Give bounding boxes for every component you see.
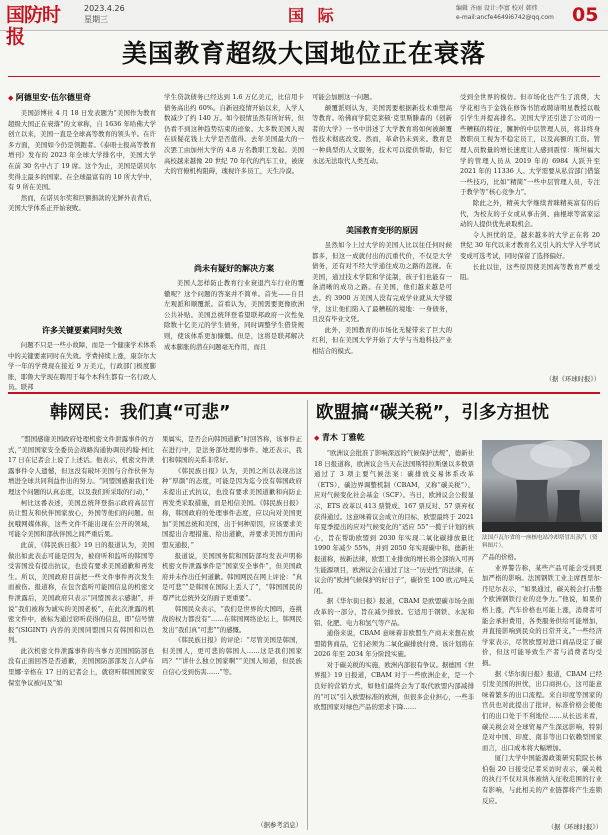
paragraph: 然而，在诺贝尔奖和巨额捐款的光鲜外表背后，美国大学体系正开始衰败。 [8, 193, 156, 213]
article1-col2b-body [164, 278, 304, 404]
article1-source: （据《环球时报》） [545, 375, 600, 383]
article2-col2 [162, 434, 302, 830]
article3-byline [314, 432, 474, 444]
paragraph: 通俗来说，CBAM 意味着非欧盟生产商未来想在欧盟销售商品，它们必须为二氧化碳排放付费。该计划将在 2026 年至 2034 年分阶段实施。 [314, 629, 474, 659]
paragraph: 虽然如今上过大学的美国人比以往任何时候都多，但这一成就付出的沉重代价，不仅是大学债务，还有对不经大学通往成功之路的忽视。在美国，通过技术学院和学徒制，孩子们也能有一条清晰的成功之路。在美国，他们越来越是可去。约 3900 万美国人没有完成学业就从大学辍学，这让他们陷入了最糟糕的境地：一身债务，且没有毕业文凭。 [312, 241, 452, 324]
cooling-tower-illustration [482, 440, 602, 532]
paragraph: 问题不只是一些小故障，而是一个健康学术体系中的关键要素同时在失效。学费持续上涨，康奈尔大学一年的学费现在接近 9 万美元，行政部门极度膨胀，耶鲁大学现在聘用于每个本科生都有一名行政人员。联邦 [8, 341, 156, 392]
diamond-icon: ◆ [314, 434, 322, 442]
article2-col1 [8, 434, 154, 832]
section-title: 国 际 [288, 6, 338, 25]
editor-info [456, 4, 572, 22]
paragraph: “盟国感谢美国政府处理机密文件泄露事件的方式，”美国国家安全委员会战略沟通协调员约翰·柯比 17 日在记者会上说了上述话。他表示，机密文件泄露事件令人遗憾，但这没有破坏美国与合作伙伴为增进全球共同利益作出的努力。“同盟国感谢我们处理这个问题的认真态度，以及我们所采取的行动，” [8, 435, 154, 496]
article3-source: （据《环球时报》） [547, 823, 602, 831]
paragraph: 美国彭博社 4 月 18 日发表题为“美国作为教育超级大国正在衰落”的文章称，自 1636 年哈佛大学创立以来，美国一直是全球高等教育的领头羊。在许多方面，美国如今仍是领跑者。《泰晤士报高等教育增刊》发布的 2023 年全球大学排名中，美国大学在前 30 名中占了 19 席。这个为止，美国是诺贝尔奖得主最多的国家。在全球最富有的 10 所大学中，有 9 所在美国。 [8, 109, 156, 192]
paragraph: 对于碳关税的实施，欧洲内部很有争议。据德国《世界报》19 日报道，CBAM 对于一些欧洲企业，是一个良好的营销方式，如他们最终会为了取代欧盟内部减排的“可以”引入欧盟标准的欧洲，但很多企业担心，一些非欧盟国家对绿色产品的需求下降…… [314, 660, 474, 712]
editor-credits: 编辑 齐丽 设计:李富 校对 韩炜 [456, 5, 538, 12]
paragraph: 据《华尔街日报》报道，CBAM 是欧盟碳市场全面改革的一部分，旨在减少排放。它适用于钢铁、水泥和铝、化肥、电力和氢气等产品。 [314, 597, 474, 627]
article2-col2-body [162, 434, 302, 820]
article1-headline: 美国教育超级大国地位正在衰落 [121, 39, 486, 68]
paragraph: 果属实，是否会向韩国道歉”时回答称，该事件正在进行中，是法务部处理的事件。她还表示，我们和韩国的关系非常好。 [162, 435, 302, 465]
article1-col3b-body [312, 240, 452, 402]
page-number: 05 [572, 4, 599, 26]
article1-col4-body [460, 92, 600, 374]
paragraph: 《韩民族日报》认为，美国之所以表现出这种“厚颜”的态度，可能是因为迄今没有韩国政府未提出正式抗议，也没有要求美国道歉和向防止再发类采取措施，而是相信美国。《韩民族日报》称，韩国政府的处理事件态度，应以向对美国更加“美国总统和美国，出于何种原因，应该要求美国提出合理措施、给出道歉，并要求美国方面向盟友通报，” [162, 466, 302, 549]
article3-col2 [482, 552, 602, 832]
article1-col3 [312, 92, 452, 402]
article1-col3-body [312, 92, 452, 222]
diamond-icon: ◆ [8, 94, 16, 102]
paragraph: 此外，美国教育的市场化无疑带来了巨大的红利，但在美国大学开始了大学与当地科技产业相结合的模式。 [312, 325, 452, 355]
paragraph: 报道说，美国国务院和国防部均发表声明称机密文件泄露事件是“国家安全事件”，但美国政府并未作出任何道歉。韩国网民在网上评论：“真是可悲”“是韩国在国际上丢人了”，“韩国国民的尊严比总统外交的面子更重要”。 [162, 551, 302, 602]
column-divider [307, 400, 308, 830]
article2-headline: 韩网民：我们真“可悲” [50, 403, 231, 423]
article2-col1-body [8, 434, 154, 832]
editor-email: e-mail:ancfe4649i6742@qq.com [456, 14, 554, 21]
article1-subhead2: 尚未有疑好的解决方案 [194, 264, 274, 273]
paragraph: 产品的价格。 [482, 553, 521, 561]
article1-col2-body [164, 92, 304, 260]
article3-col1-body [314, 448, 474, 834]
paragraph: 除此之外，精英大学继续青睐精英富有的后代，为校友的子女或从事击剑、曲棍球等富家运动的人提供优先录取机会。 [460, 198, 600, 229]
paragraph: 此前，《韩民族日报》19 日的报道认为，美国做出如此表态可能是因为，被窃听和监听的韩国等受害国没有提出抗议，也没有要求美国道歉和再发生。所以，美国政府目前把一些文件事件再次发生而被伤。报道称，在包含盗听可能国信息的机密文件泄露后，美国政府只表示“同盟国表示感谢”，并说“我们被称为诚实的美国老板”，在此次泄露的机密文件中，被标为通过窃听获得的信息，即“信号情报”(SIGINT) 内容的美国同盟国只有韩国和以色列。 [8, 540, 154, 645]
paragraph: 《韩民族日报》的评论：“尽管美国是韩国，但美国人，更可悲的韩国人……这是我们国家吗？”“讲什么独立国家啊”“美国人知道，但民族自信心受到伤害……”等。 [162, 636, 302, 677]
article1-subhead1: 许多关键要素同时失效 [42, 326, 122, 335]
article3-col1 [314, 432, 474, 834]
photo-caption: 法国卢瓦尔省的一座核电站冷却塔冒出蒸汽（资料图片）。 [482, 535, 598, 549]
paragraph: 美国人怎样防止教育行业衰退汽车行业的覆辙呢？这个问题的答案并不简单。首先——自目左观派和顺覆派。首看认为，美国需要更像欧洲公共补贴。美国总统拜登希望联邦政府一次性免除数十亿美元的学生债务，同时调整学生借贷规则，使该体系更加慷慨。但是，这将是联邦解决成本膨胀的潜在问题毫无作用，而且 [164, 279, 304, 351]
article3-col2-body [482, 552, 602, 822]
article1-top-rule [8, 76, 600, 77]
article1-byline [8, 92, 156, 104]
paragraph: 可能会加剧这一问题。 [312, 93, 376, 101]
issue-weekday: 星期三 [84, 15, 108, 24]
paragraph: 受到全世界的模仿。但市场化也产生了浪费，大学花相当于金钱在修饰书馆或聘请明星教授以吸引学生并提高排名。美国大学还引进了公司的一些糟糕的特征，臃肿的中层管理人员，将非终身教职员工视为不稳定员工，以及高额的工资。管理人员数量的增长速度让人感到震惊：斯坦福大学的管理人员从 2019 年的 6984 人跃升至 2021 年的 11336 人。大学需要从私营部门借鉴一些技巧，比如“精简”一些中层管理人员，专注于教学等“核心竞争力”。 [460, 93, 600, 197]
paragraph: 柯比这番表述，美国总统拜登指示政府高层官员让盟友和伙伴国家放心，外国等他们的问题。但抗哦网媒体称，这些文件不能出现在公开的领域，可能令美国和部伙伴国之间严重后果。 [8, 498, 154, 539]
cooling-tower-photo [482, 440, 602, 532]
article2-source: （据参考消息） [257, 821, 302, 829]
section-divider [8, 392, 600, 394]
newspaper-logo: 国防时报 [6, 4, 61, 48]
paragraph: 颠覆派则认为，美国需要根据新技术重塑高等教育。哈佛商学院克莱顿·克里斯滕森的《创新者的大学》一书中讲述了大学教育将如何被颠覆性技术彻底改变。然而，革命仍未到来。教育是一种典型的人文服务，技术可以提供帮助，但它永远无法取代人类互动。 [312, 103, 452, 165]
paragraph: 业界警告称，某些产品可能会受到更加严格的影响。法国钢铁工业主席西里尔·丹尼尔表示，“如果通过，碳关税会打击整个欧洲钢铁行业的竞争力。”他说，如果价格上涨，汽车价格也可能上涨，消费者可能会承担费用，各类服务供给可能增加，并直接影响到民众的日常开支。”一些经济学家表示，尽管欧盟对进口商品设定了碳价，但这可能导致生产者与消费者均受损。 [482, 563, 602, 667]
paragraph: “欧洲议会批准了影响深远的气候保护法规”，德新社 18 日报道称，欧洲议会当天在法国斯特拉斯堡以多数票通过了 3 项主要气候法案：碳排放交易体系改革（ETS）、碳边界调整机制（CBAM，又称“碳关税”）、应对气候变化社会基金（SCF）。当日，欧洲议会公报显示，ETS 改革以 413 票赞成、167 票反对、57 票弃权获得通过。这意味着议会成立的目标，欧盟最终于 2021 年夏季提出的应对气候变化的“适应 55”一揽子计划的核心，旨在帮助欧盟到 2030 年实现二氧化碳排放量比 1990 年减少 55%，并到 2050 年实现碳中和。德新社报道称，按新法律，欧盟工业排放的增长将全部纳入可再生能源项目，欧洲议会在通过了这一“历史性”的法律，在议会的“欧洲气候保护的好日子”，碳价至 100 欧元/吨关闭。 [314, 449, 474, 595]
paragraph: 长此以往，这些原因使美国高等教育严重受阻。 [460, 262, 600, 282]
article1-col1-body [8, 108, 156, 322]
paragraph: 令人担忧的是，越来越多的大学正在将 20 世纪 30 年代以来才教育名义引入的大学入学考试变成可选考试，同时保留了选择偏好。 [460, 230, 600, 260]
paragraph: 韩国民众表示，“我们是世界的大国吗，连挑战的权力都没有”……在韩国网络论坛上，韩网民发出“我们真“可悲””的感慨。 [162, 604, 302, 634]
article1-author: 阿德里安·伍尔德里奇 [15, 93, 91, 102]
paragraph: 据《华尔街日报》报道，CBAM 已经引发美国的担忧，出口商担心，这可能意味着繁多的出口流程。来自印度等国家的官员也对此提出了批评，标准价格会使他们的出口处于不利地位……从长远来看，碳关税会对全球贸易产生深远影响，特别是对中国、印度、南非等出口依赖型国家而言，出口成本将大幅增加。 [482, 669, 602, 752]
article3-author: 青木 丁雅乾 [321, 433, 365, 442]
article1-col1 [8, 92, 156, 426]
paragraph: 厦门大学中国能源政策研究院院长林伯强 20 日接受记者采访时表示，碳关税的执行不仅对具体被纳入征收范围的行业有影响，与此相关的产业链都将产生连锁反应。 [482, 754, 602, 805]
article3-headline: 欧盟搞“碳关税”，引多方担忧 [316, 403, 550, 423]
paragraph: 此次机密文件泄露事件的当事方美国国防部也没有正面回答是否道歉，美国国防部部发言人萨布里娜·辛格在 17 日的记者会上，就窃听韩国国家安保室争议被问及“如 [8, 646, 154, 687]
article1-col4 [460, 92, 600, 384]
article1-col2 [164, 92, 304, 404]
article1-subhead3: 美国教育变形的原因 [346, 226, 418, 235]
date-block [84, 3, 125, 25]
paragraph: 学生贷款债务已经达到 1.6 万亿美元，比信用卡债务高出约 60%。自新冠疫情开始以来，入学人数减少了约 140 万。如今很情虽然有所好转，但仍看不到这种趋势结束的迹象。大多数美国人现在质疑花钱上大学是否值得。去年美国最大的一次罢工由加州大学的 4.8 万名教职工发起。美国高校越来越像 20 世纪 70 年代的汽车工业，被庞大的官僚机构阻碍，瑰视许多员工，天生冷漠。 [164, 93, 304, 176]
issue-date: 2023.4.26 [84, 4, 125, 13]
